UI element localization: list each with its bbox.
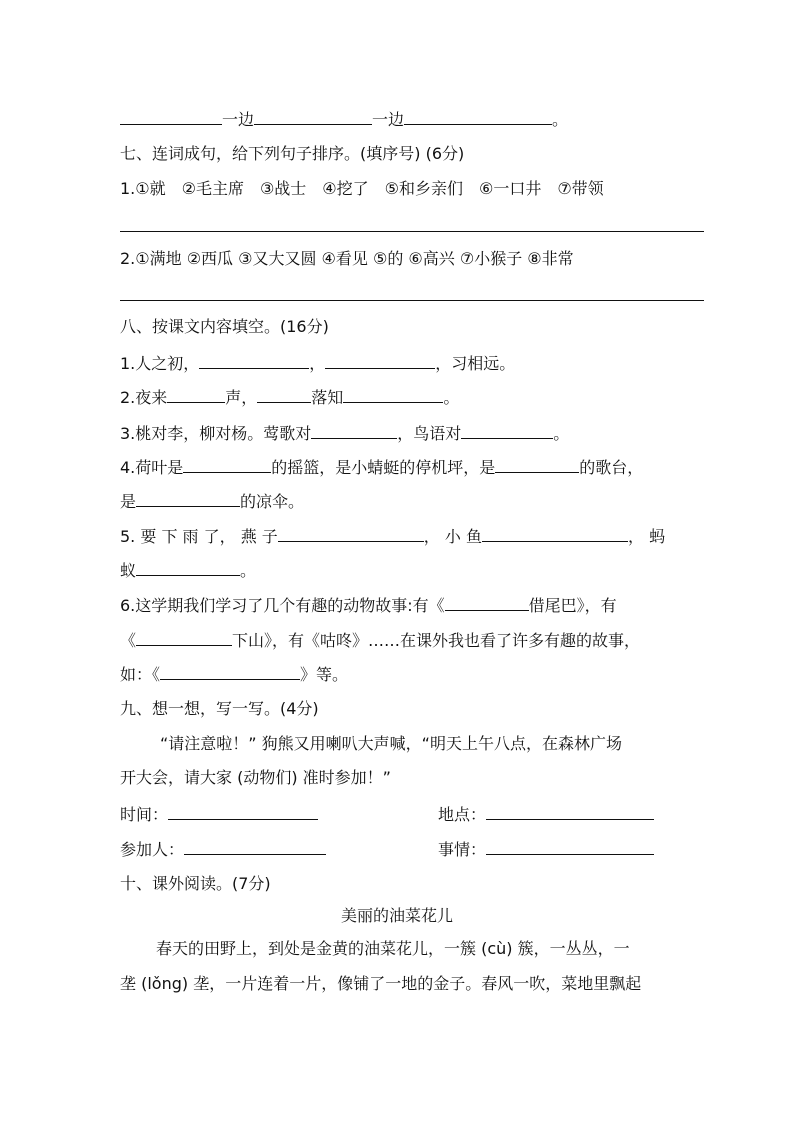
- answer-blank[interactable]: [167, 386, 225, 403]
- q8-item-2: 2.夜来 声， 落知 。: [120, 388, 460, 407]
- q8-item-5: 5. 要 下 雨 了， 燕 子 ， 小 鱼 ， 蚂: [120, 527, 666, 546]
- answer-blank[interactable]: [160, 663, 300, 680]
- q8-item-3: 3.桃对李，柳对杨。莺歌对 ，鸟语对 。: [120, 424, 570, 443]
- passage-line-1: 春天的田野上，到处是金黄的油菜花儿，一簇 (cù) 簇，一丛丛，一: [156, 939, 630, 958]
- q8-item-5-cont: 蚁 。: [120, 561, 257, 580]
- answer-blank[interactable]: [199, 352, 309, 369]
- q6-tail-line: 一边 一边 。: [120, 108, 568, 131]
- q8-item-6-cont2: 如：《 》等。: [120, 665, 349, 684]
- answer-blank[interactable]: [136, 629, 232, 646]
- answer-blank[interactable]: [445, 594, 529, 611]
- q9-place-field: 地点：: [438, 803, 654, 826]
- answer-blank[interactable]: [343, 386, 443, 403]
- answer-blank[interactable]: [278, 525, 424, 542]
- q8-item-6: 6.这学期我们学习了几个有趣的动物故事:有《 借尾巴》，有: [120, 596, 617, 615]
- answer-blank[interactable]: [257, 386, 311, 403]
- answer-blank[interactable]: [482, 525, 628, 542]
- answer-blank[interactable]: [168, 803, 318, 820]
- answer-blank[interactable]: [486, 803, 654, 820]
- q9-title: 九、想一想，写一写。(4分): [120, 699, 319, 718]
- q7-title: 七、连词成句，给下列句子排序。(填序号) (6分): [120, 144, 465, 163]
- answer-blank[interactable]: [486, 838, 654, 855]
- passage-title: 美丽的油菜花儿: [340, 906, 453, 925]
- answer-blank[interactable]: [184, 838, 326, 855]
- q9-people-field: 参加人：: [120, 838, 326, 861]
- answer-blank[interactable]: [136, 559, 240, 576]
- q10-title: 十、课外阅读。(7分): [120, 874, 271, 893]
- passage-line-2: 垄 (lǒng) 垄，一片连着一片，像铺了一地的金子。春风一吹，菜地里飘起: [120, 974, 642, 993]
- answer-line[interactable]: [120, 300, 704, 301]
- answer-blank[interactable]: [311, 422, 397, 439]
- answer-blank[interactable]: [120, 108, 222, 125]
- answer-blank[interactable]: [404, 108, 552, 125]
- answer-line[interactable]: [120, 231, 704, 232]
- answer-blank[interactable]: [183, 456, 271, 473]
- q9-paragraph-line-2: 开大会，请大家 (动物们) 准时参加！”: [120, 768, 391, 787]
- answer-blank[interactable]: [461, 422, 553, 439]
- answer-blank[interactable]: [254, 108, 372, 125]
- q8-item-1: 1.人之初， ， ，习相远。: [120, 354, 516, 373]
- answer-blank[interactable]: [325, 352, 435, 369]
- q7-sentence-1: 1.①就 ②毛主席 ③战士 ④挖了 ⑤和乡亲们 ⑥一口井 ⑦带领: [120, 179, 604, 198]
- answer-blank[interactable]: [495, 456, 579, 473]
- q8-item-4: 4.荷叶是 的摇篮，是小蜻蜓的停机坪，是 的歌台，: [120, 458, 644, 477]
- q8-item-4-cont: 是 的凉伞。: [120, 492, 305, 511]
- q9-paragraph-line-1: “请注意啦！” 狗熊又用喇叭大声喊，“明天上午八点，在森林广场: [160, 734, 622, 753]
- q9-time-field: 时间：: [120, 803, 318, 826]
- q9-event-field: 事情：: [438, 838, 654, 861]
- answer-blank[interactable]: [136, 490, 240, 507]
- q8-item-6-cont: 《 下山》，有《咕咚》……在课外我也看了许多有趣的故事，: [120, 631, 641, 650]
- q7-sentence-2: 2.①满地 ②西瓜 ③又大又圆 ④看见 ⑤的 ⑥高兴 ⑦小猴子 ⑧非常: [120, 249, 574, 268]
- q8-title: 八、按课文内容填空。(16分): [120, 317, 329, 336]
